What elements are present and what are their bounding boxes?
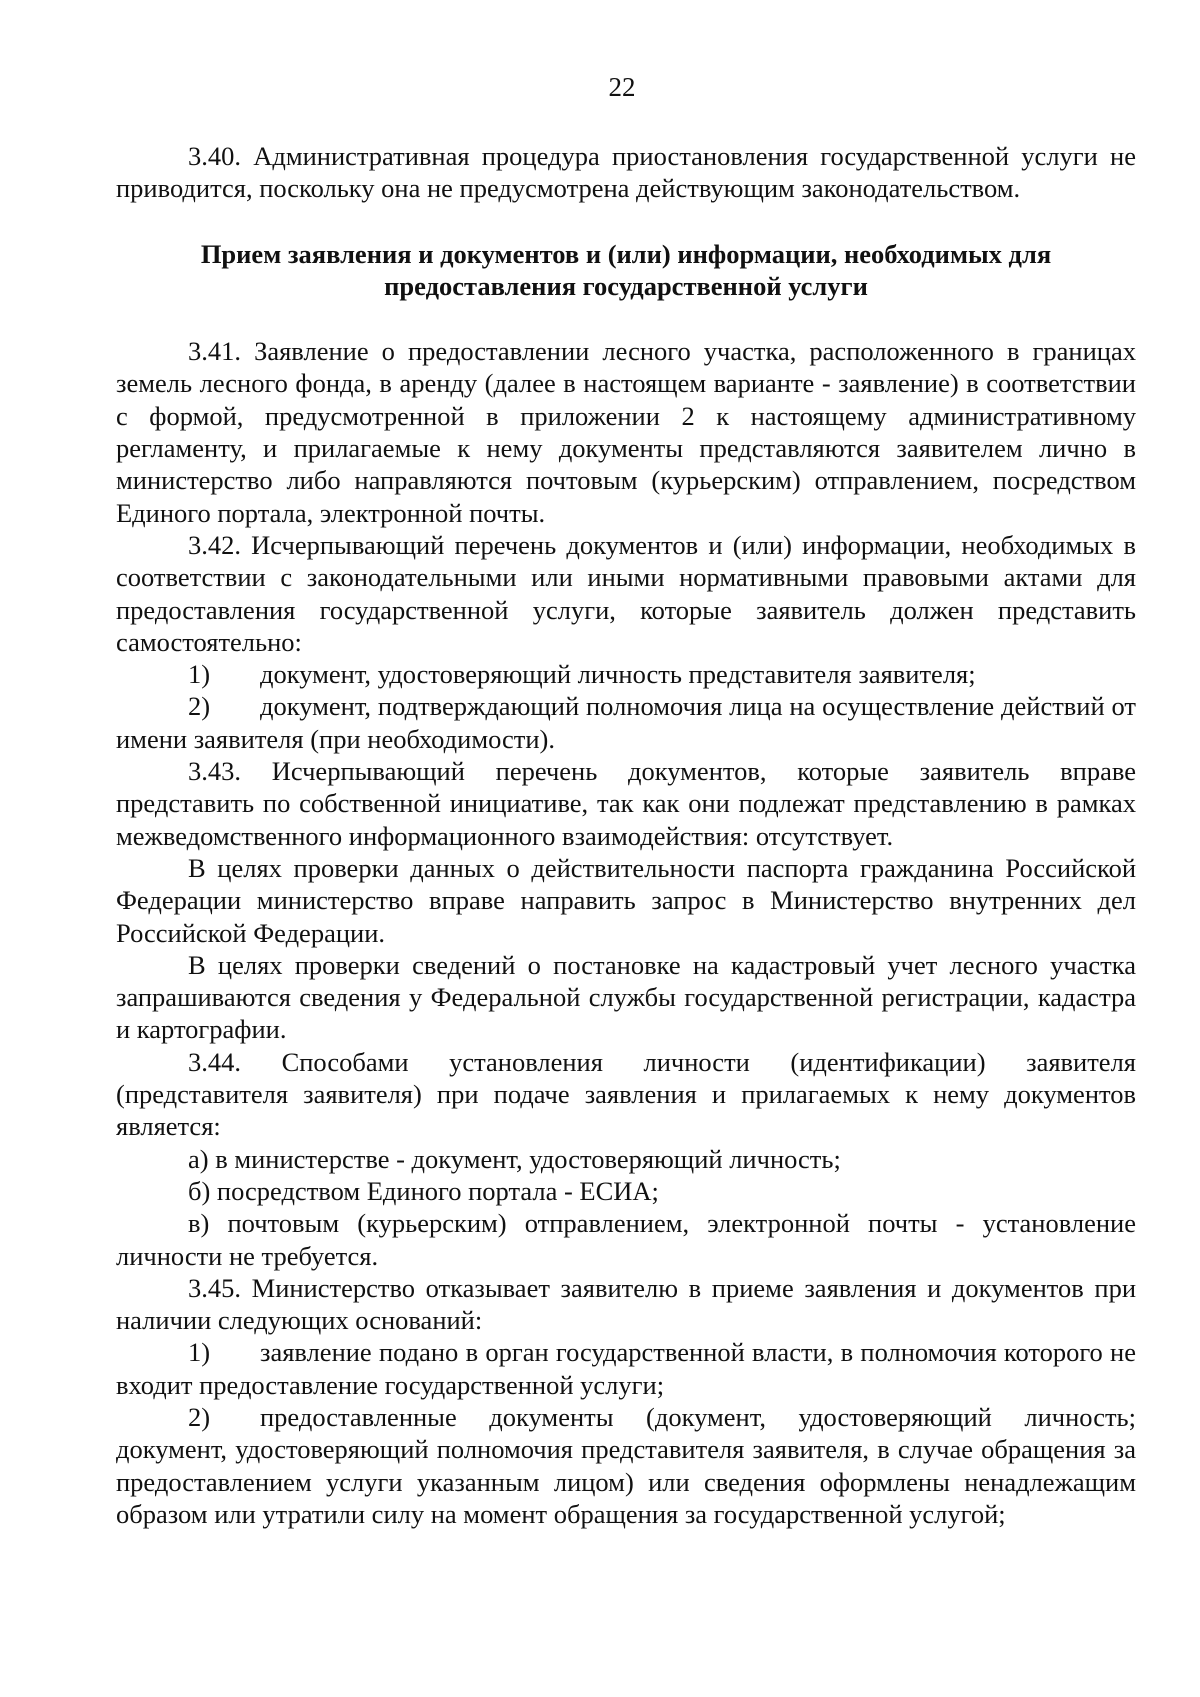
paragraph-3-43: 3.43. Исчерпывающий перечень документов, которые заявитель вправе представить по собственной инициативе, так как они подлежат представлению в рамках межведомственного информационного взаимодействия: отсутствует. xyxy=(116,756,1136,851)
paragraph-3-44: 3.44. Способами установления личности (идентификации) заявителя (представителя заявителя) при подаче заявления и прилагаемых к нему документов является: xyxy=(116,1046,1136,1142)
paragraph-3-42: 3.42. Исчерпывающий перечень документов и (или) информации, необходимых в соответствии с законодательными или иными нормативными правовыми актами для предоставления государственной услуги, которые заявитель должен представить самостоятельно: xyxy=(116,529,1136,657)
list-number: 2) xyxy=(188,691,211,722)
paragraph-3-40: 3.40. Административная процедура приостановления государственной услуги не приводится, поскольку она не предусмотрена действующим законодательством. xyxy=(116,141,1136,204)
list-number: 1) xyxy=(188,1337,211,1368)
section-heading: Прием заявления и документов и (или) информации, необходимых для предоставления государственной услуги xyxy=(200,238,1052,301)
list-number: 2) xyxy=(188,1401,211,1432)
list-item-3-42-2 xyxy=(116,690,1136,755)
list-item-3-44-b: б) посредством Единого портала - ЕСИА; xyxy=(188,1175,659,1206)
list-item-3-42-1 xyxy=(116,658,1136,690)
list-item-3-44-c: в) почтовым (курьерским) отправлением, электронной почты - установление личности не требуется. xyxy=(116,1208,1136,1271)
page-number: 22 xyxy=(608,72,636,102)
paragraph-cadastre-check: В целях проверки сведений о постановке на кадастровый учет лесного участка запрашиваются сведения у Федеральной службы государственной регистрации, кадастра и картографии. xyxy=(116,949,1136,1045)
list-text: заявление подано в орган государственной власти, в полномочия которого не входит предоставление государственной услуги; xyxy=(116,1337,1136,1400)
list-item-3-45-2 xyxy=(116,1401,1136,1530)
list-text: документ, подтверждающий полномочия лица на осуществление действий от имени заявителя (при необходимости). xyxy=(116,691,1136,754)
list-number: 1) xyxy=(188,659,211,690)
list-text: документ, удостоверяющий личность представителя заявителя; xyxy=(260,659,976,690)
paragraph-passport-check: В целях проверки данных о действительности паспорта гражданина Российской Федерации министерство вправе направить запрос в Министерство внутренних дел Российской Федерации. xyxy=(116,852,1136,948)
document-body xyxy=(116,140,1136,1530)
paragraph-3-45: 3.45. Министерство отказывает заявителю в приеме заявления и документов при наличии следующих оснований: xyxy=(116,1272,1136,1336)
list-item-3-45-1 xyxy=(116,1336,1136,1401)
paragraph-3-41: 3.41. Заявление о предоставлении лесного участка, расположенного в границах земель лесного фонда, в аренду (далее в настоящем варианте - заявление) в соответствии с формой, предусмотренной в приложении 2 к настоящему административному регламенту, и прилагаемые к нему документы представляются заявителем лично в министерство либо направляются почтовым (курьерским) отправлением, посредством Единого портала, электронной почты. xyxy=(116,336,1136,528)
list-item-3-44-a: а) в министерстве - документ, удостоверяющий личность; xyxy=(188,1143,841,1174)
list-text: предоставленные документы (документ, удостоверяющий личность; документ, удостоверяющий полномочия представителя заявителя, в случае обращения за предоставлением услуги указанным лицом) или сведения оформлены ненадлежащим образом или утратили силу на момент обращения за государственной услугой; xyxy=(116,1401,1136,1529)
